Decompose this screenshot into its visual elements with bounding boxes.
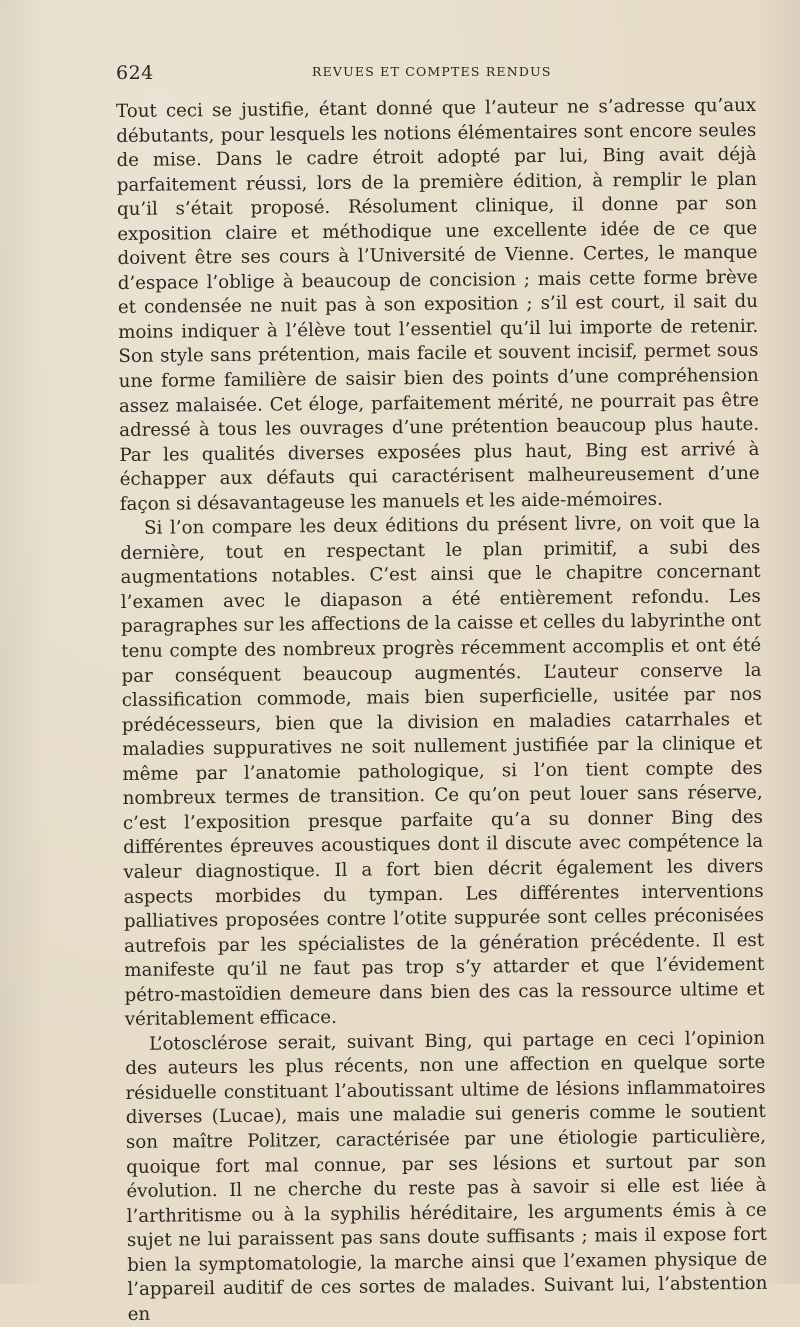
paragraph: Tout ceci se justifie, étant donné que l’auteur ne s’adresse qu’aux débutants, pour lesquels les notions élémentaires sont encore seules de mise. Dans le cadre étroit adopté par lui, Bing avait déjà parfaitement réussi, lors de la première édition, à remplir le plan qu’il s’était proposé. Résolument clinique, il donne par son exposition claire et méthodique une excellente idée de ce que doivent être ses cours à l’Université de Vienne. Certes, le manque d’espace l’oblige à beaucoup de concision ; mais cette forme brève et condensée ne nuit pas à son exposition ; s’il est court, il sait du moins indiquer à l’élève tout l’essentiel qu’il lui importe de retenir. Son style sans prétention, mais facile et souvent incisif, permet sous une forme familière de saisir bien des points d’une compréhension assez malaisée. Cet éloge, parfaitement mérité, ne pourrait pas être adressé à tous les ouvrages d’une prétention beaucoup plus haute. Par les qualités diverses exposées plus haut, Bing est arrivé à échapper aux défauts qui caractérisent malheureusement d’une façon si désavantageuse les manuels et les aide-mémoires. (116, 94, 760, 515)
running-head: REVUES ET COMPTES RENDUS (312, 64, 552, 79)
body-text (116, 94, 768, 1327)
paragraph: L’otosclérose serait, suivant Bing, qui partage en ceci l’opinion des auteurs les plus récents, non une affection en quelque sorte résiduelle constituant l’aboutissant ultime de lésions inflammatoires diverses (Lucae), mais une maladie sui generis comme le soutient son maître Politzer, caractérisée par une étiologie particulière, quoique fort mal connue, par ses lésions et surtout par son évolution. Il ne cherche du reste pas à savoir si elle est liée à l’arthritisme ou à la syphilis héréditaire, les arguments émis à ce sujet ne lui paraissent pas sans doute suffisants ; mais il expose fort bien la symptomatologie, la marche ainsi que l’examen physique de l’appareil auditif de ces sortes de malades. Suivant lui, l’abstention en (125, 1027, 768, 1325)
paragraph: Si l’on compare les deux éditions du présent livre, on voit que la dernière, tout en respectant le plan primitif, a subi des augmentations notables. C’est ainsi que le chapitre concernant l’examen avec le diapason a été entièrement refondu. Les paragraphes sur les affections de la caisse et celles du labyrinthe ont tenu compte des nombreux progrès récemment accomplis et ont été par conséquent beaucoup augmentés. L’auteur conserve la classification commode, mais bien superficielle, usitée par nos prédécesseurs, bien que la division en maladies catarrhales et maladies suppuratives ne soit nullement justifiée par la clinique et même par l’anatomie pathologique, si l’on tient compte des nombreux termes de transition. Ce qu’on peut louer sans réserve, c’est l’exposition presque parfaite qu’a su donner Bing des différentes épreuves acoustiques dont il discute avec compétence la valeur diagnostique. Il a fort bien décrit également les divers aspects morbides du tympan. Les différentes interventions palliatives proposées contre l’otite suppurée sont celles préconisées autrefois par les spécialistes de la génération précédente. Il est manifeste qu’il ne faut pas trop s’y attarder et que l’évidement pétro-mastoïdien demeure dans bien des cas la ressource ultime et véritablement efficace. (120, 512, 765, 1031)
page-number: 624 (116, 62, 154, 84)
page-header (116, 62, 756, 88)
